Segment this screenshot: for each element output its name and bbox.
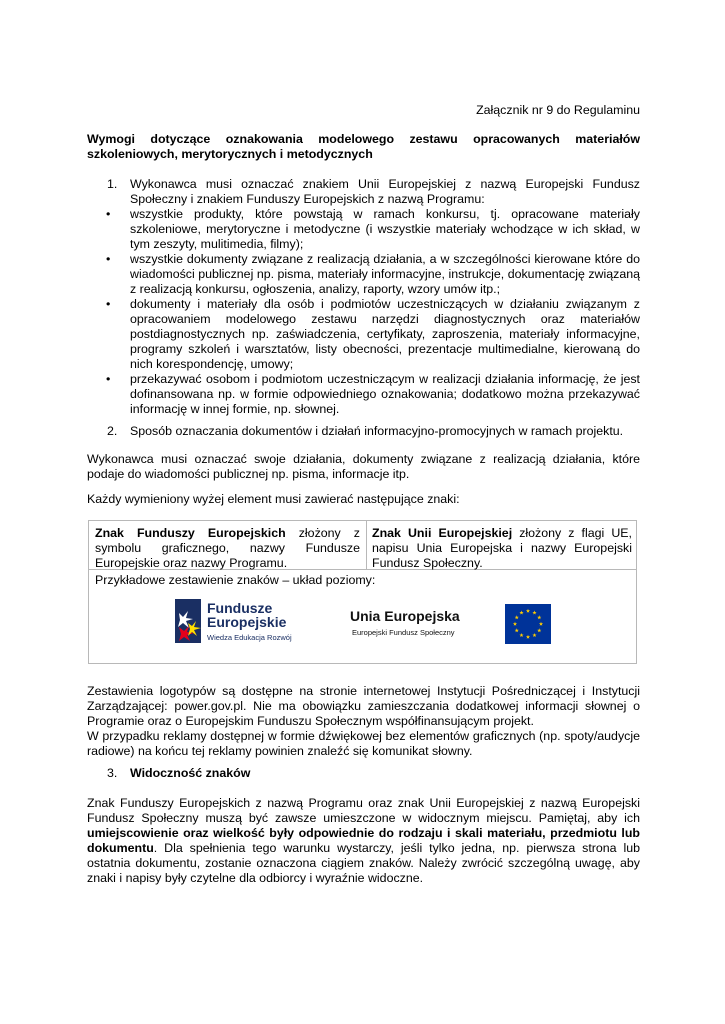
visibility-text-1: Znak Funduszy Europejskich z nazwą Programu oraz znak Unii Europejskiej z nazwą Europejski Fundusz Społeczny muszą być zawsze umieszczone w widocznym miejscu. Pamiętaj, aby ich xyxy=(87,796,640,825)
table-divider xyxy=(366,521,367,569)
fe-sign-desc: złożony z symbolu graficznego, nazwy Fundusze Europejskie oraz nazwy Programu. xyxy=(95,526,360,570)
title-line-2: szkoleniowych, merytorycznych i metodycznych xyxy=(87,147,373,161)
fe-logo-line2: Europejskie xyxy=(207,614,287,630)
example-layout-label: Przykładowe zestawienie znaków – układ poziomy: xyxy=(95,573,376,587)
fe-logo-subtitle: Wiedza Edukacja Rozwój xyxy=(207,633,292,642)
section-3-number: 3. xyxy=(107,766,118,780)
fe-sign-label: Znak Funduszy Europejskich xyxy=(95,526,286,540)
table-cell-fe xyxy=(95,526,360,571)
fe-logo-text xyxy=(207,601,286,629)
bullet-item: • wszystkie dokumenty związane z realizacją działania, a w szczególności kierowane które do wiadomości publicznej np. pisma, materiały informacyjne, instrukcje, dokumentację związaną z realizacją konkursu, ogłoszenia, analizy, raporty, wzory umów itp.; xyxy=(130,252,640,297)
section-2-number: 2. xyxy=(107,424,118,438)
section-1-number: 1. xyxy=(107,177,118,191)
logos-paragraph-text: Zestawienia logotypów są dostępne na stronie internetowej Instytucji Pośredniczącej i Instytucji Zarządzającej: power.gov.pl. Nie ma obowiązku zamieszczania dodatkowej informacji słownej o Programie oraz o Europejskim Funduszu Społecznym współfinansującym projekt. xyxy=(87,684,640,728)
title-line-1: Wymogi dotyczące oznakowania modelowego zestawu opracowanych materiałów xyxy=(87,132,640,146)
fe-logo-line1: Fundusze xyxy=(207,600,273,616)
section-1-bullet-list xyxy=(87,207,640,417)
table-header-row xyxy=(89,521,636,570)
bullet-item: • wszystkie produkty, które powstają w ramach konkursu, tj. opracowane materiały szkoleniowe, merytoryczne i metodyczne (i wszystkie materiały wchodzące w ich skład, w tym zeszyty, mulitimedia, filmy); xyxy=(130,207,640,252)
bullet-item: • przekazywać osobom i podmiotom uczestniczącym w realizacji działania informację, że jest dofinansowana np. w formie odpowiedniego oznakowania; dodatkowo można przekazywać informację w innej formie, np. słownej. xyxy=(130,372,640,417)
visibility-text-bold: umiejscowienie oraz wielkość były odpowiednie do rodzaju i skali materiału, przedmiotu lub dokumentu xyxy=(87,826,640,855)
bullet-item: • dokumenty i materiały dla osób i podmiotów uczestniczących w działaniu związanym z opracowaniem modelowego zestawu narzędzi diagnostycznych oraz materiałów postdiagnostycznych np. zaświadczenia, certyfikaty, zaproszenia, materiały informacyjne, programy szkoleń i warsztatów, listy obecności, prezentacje multimedialne, kierowaną do nich korespondencję, umowy; xyxy=(130,297,640,372)
fe-star-icon xyxy=(175,599,205,645)
ue-logo-subtitle: Europejski Fundusz Społeczny xyxy=(352,628,455,637)
obligation-paragraph: Wykonawca musi oznaczać swoje działania, dokumenty związane z realizacją działania, które podaje do wiadomości publicznej np. pisma, informacje itp. xyxy=(87,452,640,481)
section-3 xyxy=(87,766,640,780)
section-2-text: Sposób oznaczania dokumentów i działań informacyjno-promocyjnych w ramach projektu. xyxy=(130,424,624,438)
ue-logo-title: Unia Europejska xyxy=(350,608,460,624)
ue-sign-label: Znak Unii Europejskiej xyxy=(372,526,513,540)
ue-sign-desc: złożony z flagi UE, napisu Unia Europejska i nazwy Europejski Fundusz Społeczny. xyxy=(372,526,632,570)
attachment-label: Załącznik nr 9 do Regulaminu xyxy=(476,103,640,117)
table-cell-ue xyxy=(372,526,632,571)
section-2 xyxy=(87,424,640,438)
radio-ad-paragraph: W przypadku reklamy dostępnej w formie dźwiękowej bez elementów graficznych (np. spoty/audycje radiowe) na końcu tej reklamy powinien znaleźć się komunikat słowny. xyxy=(87,729,640,758)
visibility-text-2: . Dla spełnienia tego warunku wystarczy, jeśli tylko jedna, np. pierwsza strona lub ostatnia dokumentu, zostanie oznaczona ciągiem znaków. Należy zwrócić szczególną uwagę, aby znaki i napisy były czytelne dla odbiorcy i wyraźnie widoczne. xyxy=(87,841,640,885)
unia-europejska-logo xyxy=(350,600,555,648)
visibility-paragraph xyxy=(87,796,640,886)
section-1 xyxy=(87,177,640,207)
section-1-text: Wykonawca musi oznaczać znakiem Unii Europejskiej z nazwą Europejski Fundusz Społeczny i znakiem Funduszy Europejskich z nazwą Programu: xyxy=(130,177,640,206)
document-title xyxy=(87,132,640,162)
fundusze-europejskie-logo xyxy=(175,597,325,647)
each-element-paragraph: Każdy wymieniony wyżej element musi zawierać następujące znaki: xyxy=(87,492,460,506)
eu-flag-icon xyxy=(505,604,551,644)
logos-availability-paragraph xyxy=(87,684,640,759)
section-3-heading: Widoczność znaków xyxy=(130,766,251,780)
